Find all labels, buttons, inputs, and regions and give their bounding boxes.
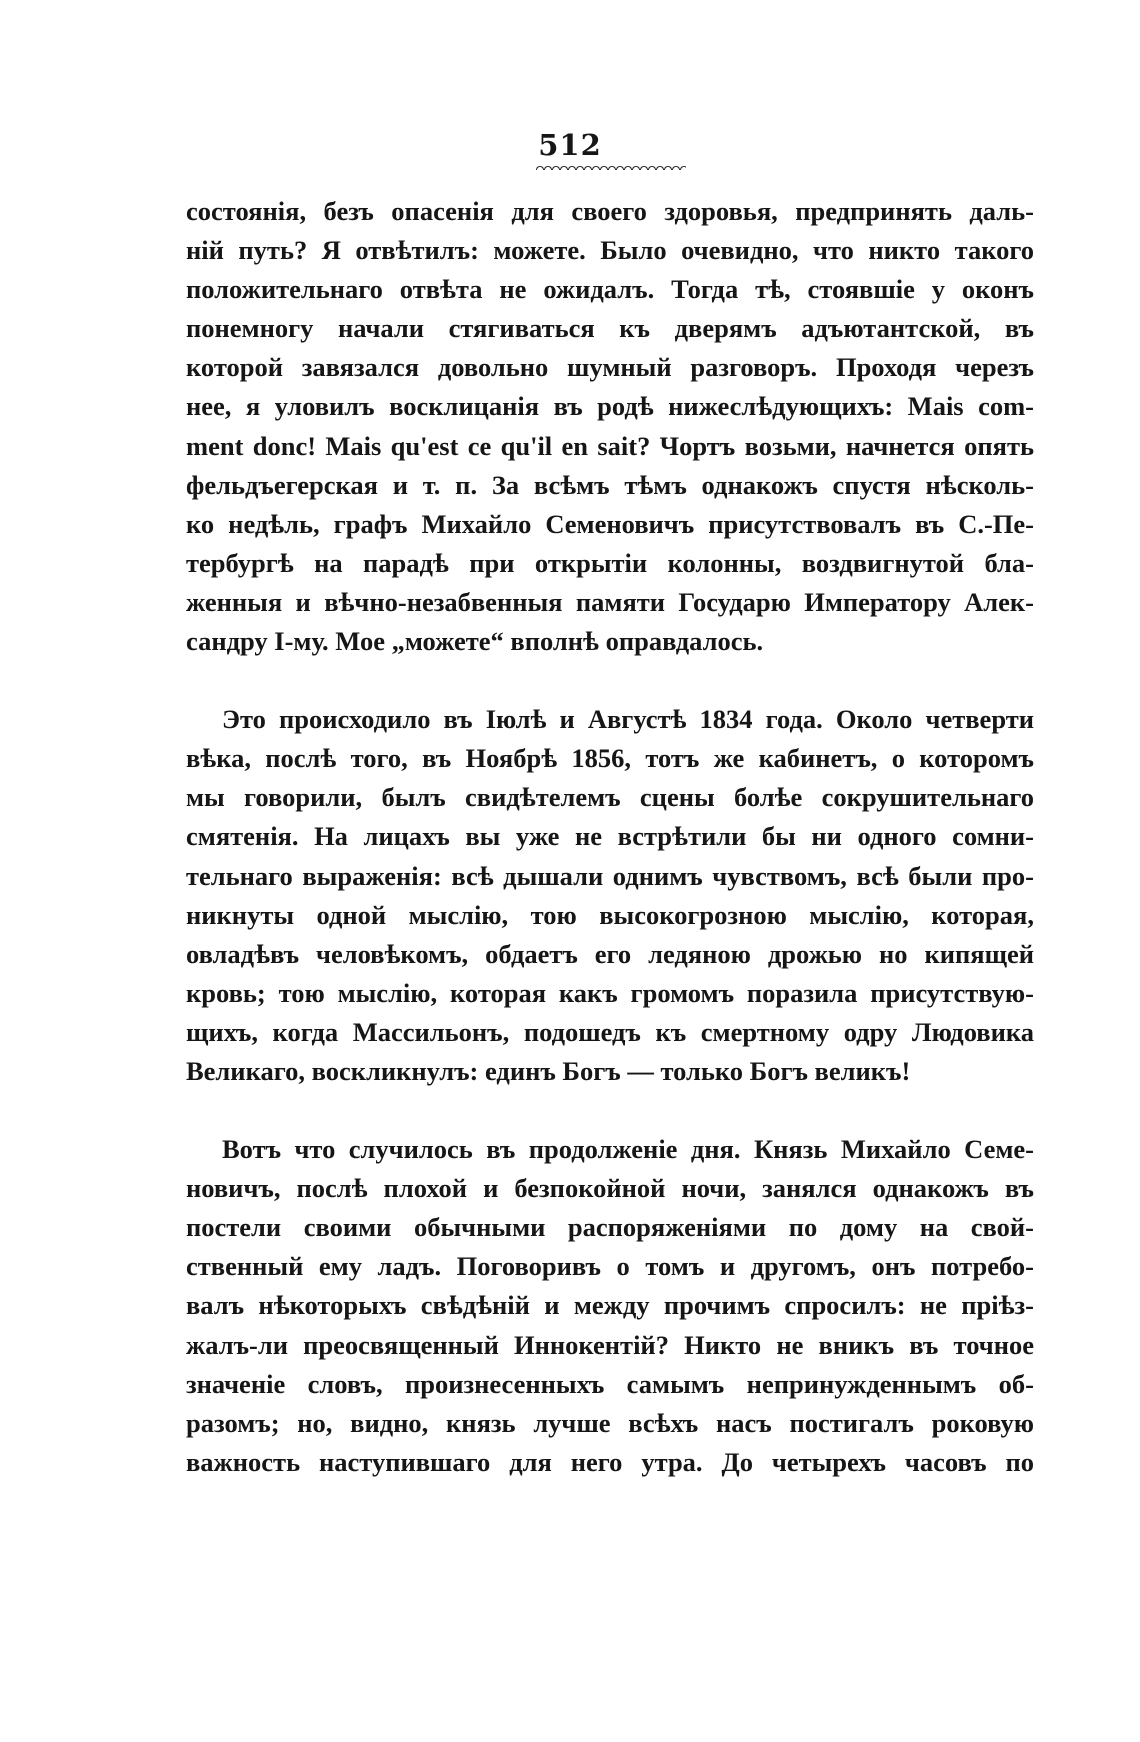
- text-line: мы говорили, былъ свидѣтелемъ сцены болѣе сокрушительнаго: [186, 782, 1034, 813]
- text-line: которой завязался довольно шумный разговоръ. Проходя черезъ: [186, 352, 1034, 383]
- text-line: жалъ-ли преосвященный Иннокентій? Никто не вникъ въ точное: [186, 1329, 1034, 1360]
- paragraph-1: [186, 192, 1034, 661]
- paragraph-3: [186, 1130, 1034, 1482]
- text-line: постели своими обычными распоряженіями по дому на свой-: [186, 1212, 1034, 1243]
- text-line: женныя и вѣчно-незабвенныя памяти Государю Императору Алек-: [186, 586, 1034, 617]
- text-line: новичъ, послѣ плохой и безпокойной ночи, занялся однакожъ въ: [186, 1173, 1034, 1204]
- text-line: нее, я уловилъ восклицанія въ родѣ нижеслѣдующихъ: Mais com-: [186, 391, 1034, 422]
- text-line: ній путь? Я отвѣтилъ: можете. Было очевидно, что никто такого: [186, 235, 1034, 266]
- body-text: [186, 192, 1034, 1482]
- text-line: ment donc! Mais qu'est ce qu'il en sait? Чортъ возьми, начнется опять: [186, 430, 1034, 461]
- text-line: вѣка, послѣ того, въ Ноябрѣ 1856, тотъ же кабинетъ, о которомъ: [186, 743, 1034, 774]
- paragraph-2: [186, 700, 1034, 1091]
- text-line: сандру I-му. Мое „можете“ вполнѣ оправдалось.: [186, 626, 764, 657]
- text-line: состоянія, безъ опасенія для своего здоровья, предпринять даль-: [186, 196, 1034, 226]
- text-line: Вотъ что случилось въ продолженіе дня. Князь Михайло Семе-: [222, 1134, 1034, 1165]
- text-line: положительнаго отвѣта не ожидалъ. Тогда тѣ, стоявшіе у оконъ: [186, 274, 1034, 305]
- paragraph-gap: [186, 661, 1034, 700]
- text-line: Великаго, воскликнулъ: единъ Богъ — только Богъ великъ!: [186, 1055, 911, 1086]
- text-line: понемногу начали стягиваться къ дверямъ адъютантской, въ: [186, 313, 1034, 344]
- page-number: 512: [538, 128, 602, 162]
- text-line: смятенія. На лицахъ вы уже не встрѣтили бы ни одного сомни-: [186, 821, 1034, 852]
- text-line: тельнаго выраженія: всѣ дышали однимъ чувствомъ, всѣ были про-: [186, 860, 1034, 891]
- paragraph-gap: [186, 1091, 1034, 1130]
- text-line: фельдъегерская и т. п. За всѣмъ тѣмъ однакожъ спустя нѣсколь-: [186, 469, 1034, 500]
- text-line: никнуты одной мыслію, тою высокогрозною мыслію, которая,: [186, 899, 1034, 930]
- text-line: щихъ, когда Массильонъ, подошедъ къ смертному одру Людовика: [186, 1016, 1034, 1047]
- text-line: ственный ему ладъ. Поговоривъ о томъ и другомъ, онъ потребо-: [186, 1251, 1034, 1282]
- text-line: тербургѣ на парадѣ при открытіи колонны, воздвигнутой бла-: [186, 547, 1034, 578]
- text-line: кровь; тою мыслію, которая какъ громомъ поразила присутствую-: [186, 977, 1034, 1008]
- text-line: ко недѣль, графъ Михайло Семеновичъ присутствовалъ въ С.-Пе-: [186, 508, 1034, 539]
- text-line: разомъ; но, видно, князь лучше всѣхъ насъ постигалъ роковую: [186, 1407, 1034, 1438]
- text-line: валъ нѣкоторыхъ свѣдѣній и между прочимъ спросилъ: не пріѣз-: [186, 1290, 1034, 1321]
- text-line: Это происходило въ Іюлѣ и Августѣ 1834 года. Около четверти: [222, 704, 1034, 735]
- text-line: значеніе словъ, произнесенныхъ самымъ непринужденнымъ об-: [186, 1368, 1034, 1399]
- text-line: важность наступившаго для него утра. До четырехъ часовъ по: [186, 1446, 1034, 1477]
- page-number-underline: [536, 164, 686, 170]
- text-line: овладѣвъ человѣкомъ, обдаетъ его ледяною дрожью но кипящей: [186, 938, 1034, 969]
